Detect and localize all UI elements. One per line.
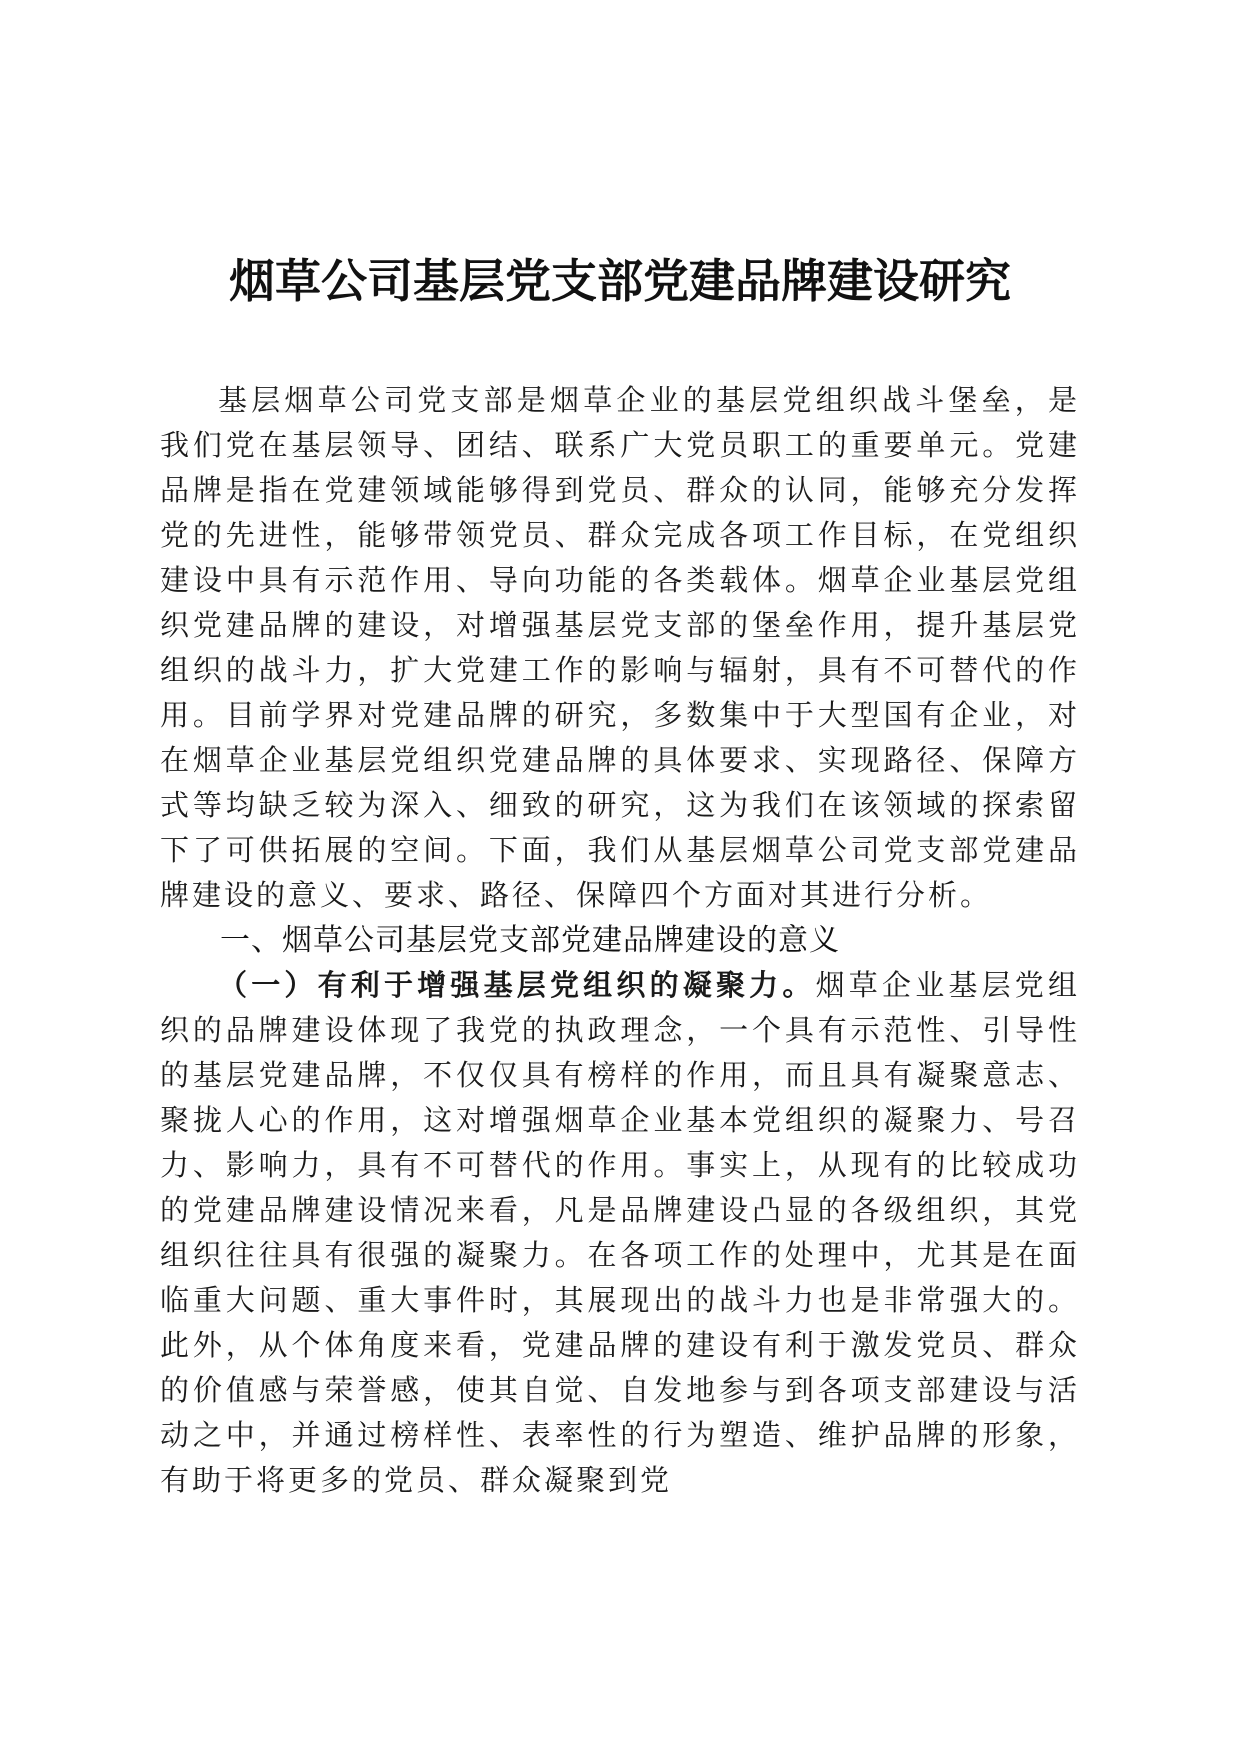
document-body [160,378,1080,1503]
intro-paragraph: 基层烟草公司党支部是烟草企业的基层党组织战斗堡垒，是我们党在基层领导、团结、联系广大党员职工的重要单元。党建品牌是指在党建领域能够得到党员、群众的认同，能够充分发挥党的先进性，能够带领党员、群众完成各项工作目标，在党组织建设中具有示范作用、导向功能的各类载体。烟草企业基层党组织党建品牌的建设，对增强基层党支部的堡垒作用，提升基层党组织的战斗力，扩大党建工作的影响与辐射，具有不可替代的作用。目前学界对党建品牌的研究，多数集中于大型国有企业，对在烟草企业基层党组织党建品牌的具体要求、实现路径、保障方式等均缺乏较为深入、细致的研究，这为我们在该领域的探索留下了可供拓展的空间。下面，我们从基层烟草公司党支部党建品牌建设的意义、要求、路径、保障四个方面对其进行分析。 [160,383,1080,912]
section-heading: 一、烟草公司基层党支部党建品牌建设的意义 [220,923,840,958]
document-title: 烟草公司基层党支部党建品牌建设研究 [229,254,1011,308]
subsection-paragraph [160,963,1080,1503]
subsection-text: 烟草企业基层党组织的品牌建设体现了我党的执政理念，一个具有示范性、引导性的基层党建品牌，不仅仅具有榜样的作用，而且具有凝聚意志、聚拢人心的作用，这对增强烟草企业基本党组织的凝聚力、号召力、影响力，具有不可替代的作用。事实上，从现有的比较成功的党建品牌建设情况来看，凡是品牌建设凸显的各级组织，其党组织往往具有很强的凝聚力。在各项工作的处理中，尤其是在面临重大问题、重大事件时，其展现出的战斗力也是非常强大的。此外，从个体角度来看，党建品牌的建设有利于激发党员、群众的价值感与荣誉感，使其自觉、自发地参与到各项支部建设与活动之中，并通过榜样性、表率性的行为塑造、维护品牌的形象，有助于将更多的党员、群众凝聚到党 [160,968,1080,1497]
subsection-lead: （一）有利于增强基层党组织的凝聚力。 [218,968,816,1002]
